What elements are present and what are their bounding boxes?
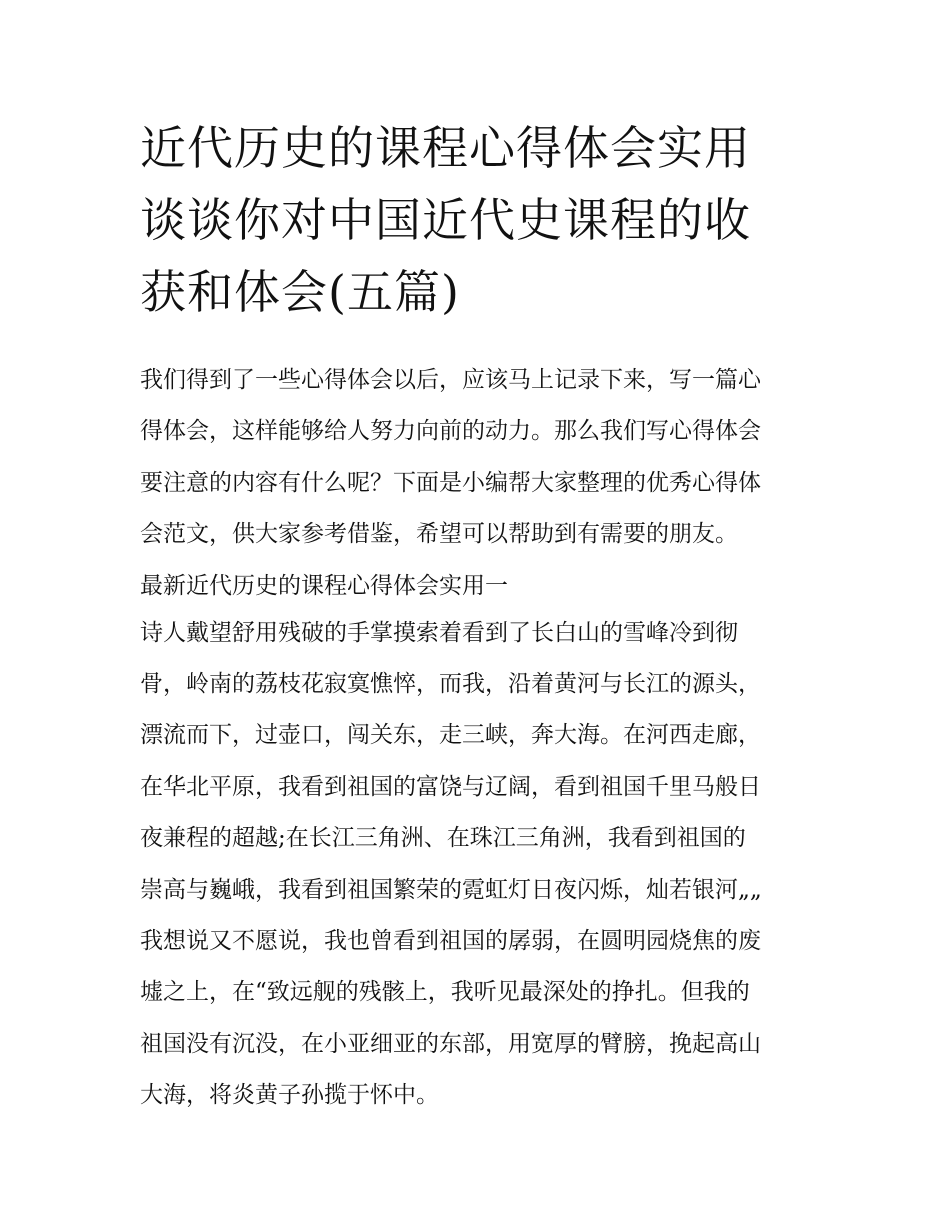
essay-line: 骨，岭南的荔枝花寂寞憔悴，而我，沿着黄河与长江的源头，	[140, 670, 761, 697]
essay-line: 漂流而下，过壶口，闯关东，走三峡，奔大海。在河西走廊，	[140, 722, 761, 749]
essay-line: 诗人戴望舒用残破的手掌摸索着看到了长白山的雪峰冷到彻	[140, 619, 738, 646]
essay-line: 在华北平原，我看到祖国的富饶与辽阔，看到祖国千里马般日	[140, 773, 761, 800]
essay-line: 我想说又不愿说，我也曾看到祖国的孱弱，在圆明园烧焦的废	[140, 927, 761, 954]
essay-line: 墟之上，在“致远舰的残骸上，我听见最深处的挣扎。但我的	[140, 979, 750, 1006]
essay-line: 崇高与巍峨，我看到祖国繁荣的霓虹灯日夜闪烁，灿若银河„„	[140, 876, 762, 903]
document-body	[140, 358, 830, 1124]
essay-line: 大海，将炎黄子孙揽于怀中。	[140, 1082, 439, 1109]
essay-line: 夜兼程的超越;在长江三角洲、在珠江三角洲，我看到祖国的	[140, 825, 746, 852]
title-line: 获和体会(五篇)	[140, 265, 460, 319]
intro-line: 得体会，这样能够给人努力向前的动力。那么我们写心得体会	[140, 418, 761, 445]
intro-line: 我们得到了一些心得体会以后，应该马上记录下来，写一篇心	[140, 367, 761, 393]
document-title	[140, 112, 820, 328]
intro-line: 要注意的内容有什么呢？下面是小编帮大家整理的优秀心得体	[140, 469, 761, 496]
section-heading: 最新近代历史的课程心得体会实用一	[140, 572, 508, 599]
title-line: 谈谈你对中国近代史课程的收	[140, 193, 751, 247]
title-line: 近代历史的课程心得体会实用	[140, 121, 751, 175]
essay-line: 祖国没有沉没，在小亚细亚的东部，用宽厚的臂膀，挽起高山	[140, 1030, 761, 1057]
intro-line: 会范文，供大家参考借鉴，希望可以帮助到有需要的朋友。	[140, 521, 738, 548]
